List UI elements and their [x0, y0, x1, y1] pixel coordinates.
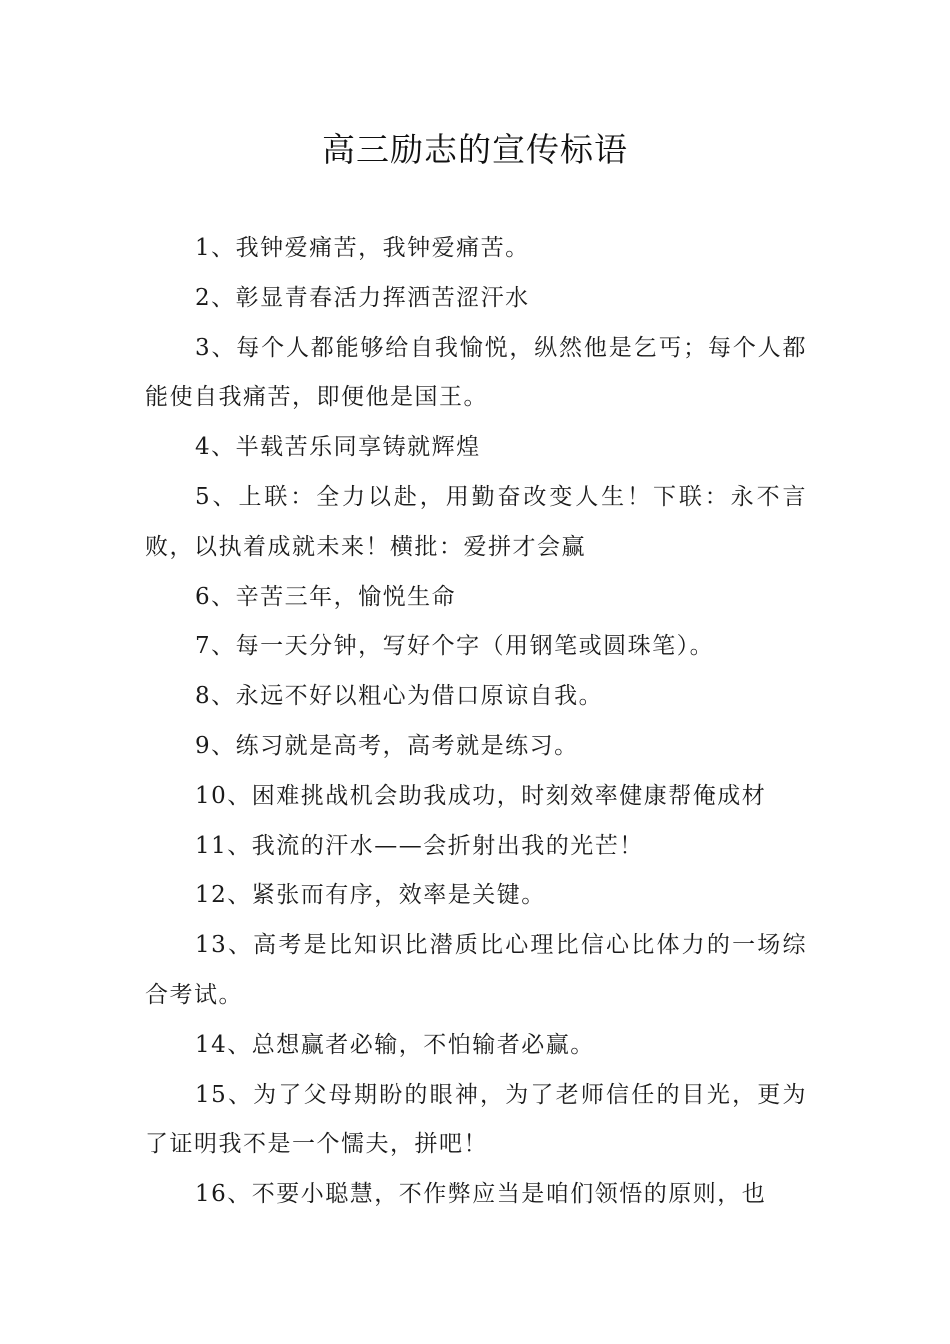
paragraph-1: 1、我钟爱痛苦，我钟爱痛苦。: [195, 235, 530, 261]
paragraph-11: 11、我流的汗水——会折射出我的光芒！: [195, 832, 644, 859]
paragraph-10: 10、困难挑战机会助我成功，时刻效率健康帮俺成材: [195, 782, 767, 809]
paragraph-7: 7、每一天分钟，写好个字（用钢笔或圆珠笔）。: [195, 633, 715, 660]
paragraph-3: 3、每个人都能够给自我愉悦，纵然他是乞丐；每个人都能使自我痛苦，即便他是国王。: [145, 334, 807, 411]
document-body: [145, 224, 807, 1220]
paragraph-5: 5、上联：全力以赴，用勤奋改变人生！下联：永不言败，以执着成就未来！横批：爱拼才会赢: [145, 483, 807, 560]
paragraph-4: 4、半载苦乐同享铸就辉煌: [195, 434, 481, 461]
paragraph-15: 15、为了父母期盼的眼神，为了老师信任的目光，更为了证明我不是一个懦夫，拼吧！: [145, 1081, 807, 1158]
paragraph-13: 13、高考是比知识比潜质比心理比信心比体力的一场综合考试。: [145, 932, 807, 1008]
page-title: 高三励志的宣传标语: [322, 130, 628, 169]
paragraph-16: 16、不要小聪慧，不作弊应当是咱们领悟的原则，也: [195, 1181, 767, 1208]
paragraph-9: 9、练习就是高考，高考就是练习。: [195, 732, 579, 759]
paragraph-12: 12、紧张而有序，效率是关键。: [195, 882, 546, 909]
paragraph-2: 2、彰显青春活力挥洒苦涩汗水: [195, 284, 530, 311]
paragraph-6: 6、辛苦三年，愉悦生命: [195, 583, 457, 610]
paragraph-14: 14、总想赢者必输，不怕输者必赢。: [195, 1031, 595, 1058]
paragraph-8: 8、永远不好以粗心为借口原谅自我。: [195, 683, 604, 710]
